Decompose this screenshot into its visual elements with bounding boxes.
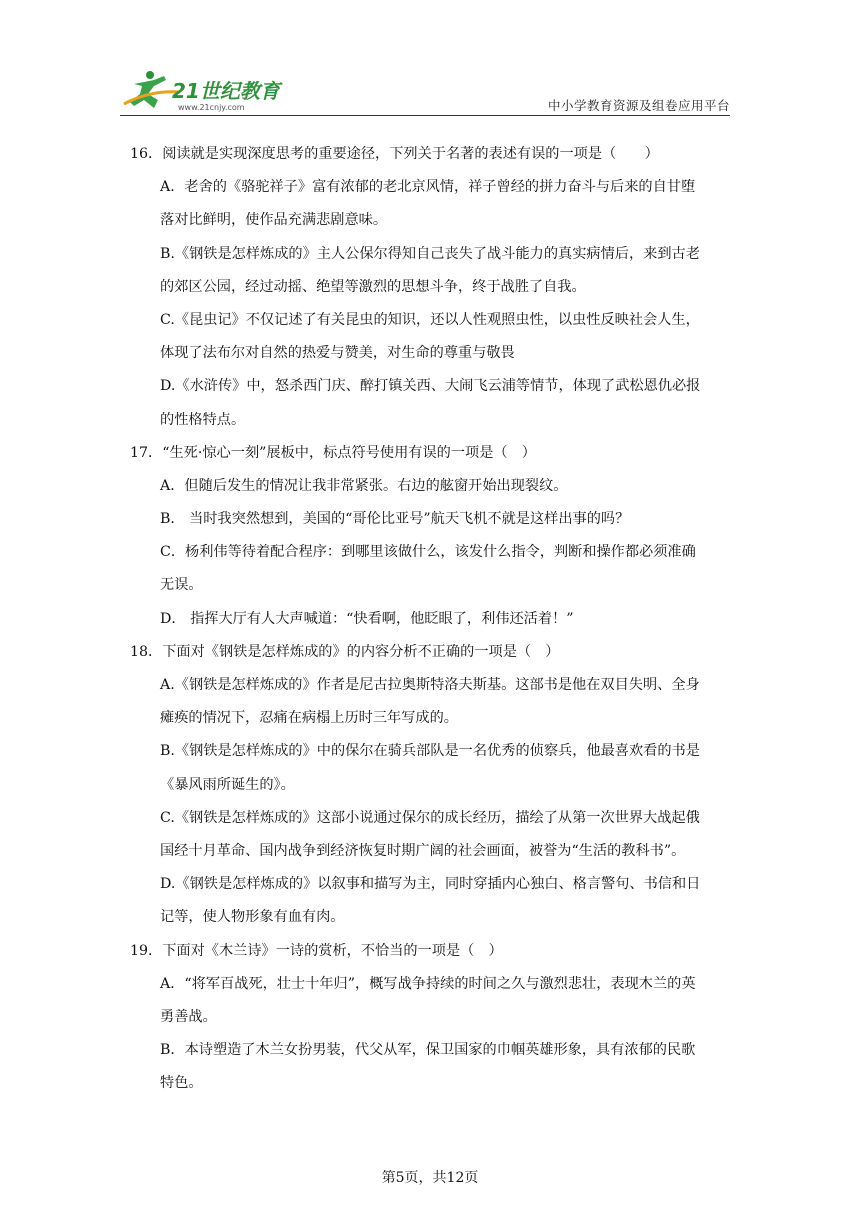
answer-option: A．老舍的《骆驼祥子》富有浓郁的老北京风情，祥子曾经的拼力奋斗与后来的自甘堕 (160, 179, 696, 196)
answer-option: D． 指挥大厅有人大声喊道：“快看啊，他眨眼了，利伟还活着！” (160, 610, 574, 627)
page-footer: 第5页，共12页 (381, 1170, 479, 1186)
21cnjy-logo (120, 70, 300, 114)
text-continuation: 的郊区公园，经过动摇、绝望等激烈的思想斗争，终于战胜了自我。 (160, 278, 586, 295)
header-divider (120, 115, 730, 116)
question-stem: 17．“生死·惊心一刻”展板中，标点符号使用有误的一项是（ ） (130, 444, 536, 461)
platform-title: 中小学教育资源及组卷应用平台 (547, 98, 730, 113)
text-continuation: 《暴风雨所诞生的》。 (160, 776, 295, 793)
text-continuation: 特色。 (160, 1075, 203, 1092)
text-continuation: 的性格特点。 (160, 411, 246, 428)
text-continuation: 体现了法布尔对自然的热爱与赞美，对生命的尊重与敬畏 (160, 345, 515, 362)
answer-option: A．但随后发生的情况让我非常紧张。右边的舷窗开始出现裂纹。 (160, 477, 568, 494)
answer-option: B． 当时我突然想到，美国的“哥伦比亚号”航天飞机不就是这样出事的吗？ (160, 511, 630, 528)
answer-option: D.《钢铁是怎样炼成的》以叙事和描写为主，同时穿插内心独白、格言警句、书信和日 (160, 876, 701, 893)
text-continuation: 记等，使人物形象有血有肉。 (160, 909, 345, 926)
text-continuation: 国经十月革命、国内战争到经济恢复时期广阔的社会画面，被誉为“生活的教科书”。 (160, 842, 686, 859)
answer-option: B.《钢铁是怎样炼成的》主人公保尔得知自己丧失了战斗能力的真实病情后，来到古老 (160, 245, 700, 262)
logo-title: 21世纪教育 (172, 79, 280, 103)
text-continuation: 无误。 (160, 577, 203, 594)
question-stem: 16．阅读就是实现深度思考的重要途径，下列关于名著的表述有误的一项是（ ） (130, 146, 659, 162)
answer-option: A．“将军百战死，壮士十年归”，概写战争持续的时间之久与激烈悲壮，表现木兰的英 (160, 975, 696, 992)
answer-option: B.《钢铁是怎样炼成的》中的保尔在骑兵部队是一名优秀的侦察兵，他最喜欢看的书是 (160, 743, 700, 760)
answer-option: C.《昆虫记》不仅记述了有关昆虫的知识，还以人性观照虫性，以虫性反映社会人生， (160, 311, 700, 328)
answer-option: D.《水浒传》中，怒杀西门庆、醉打镇关西、大闹飞云浦等情节，体现了武松恩仇必报 (160, 378, 701, 395)
question-stem: 19．下面对《木兰诗》一诗的赏析，不恰当的一项是（ ） (130, 942, 503, 959)
answer-option: C．杨利伟等待着配合程序：到哪里该做什么，该发什么指令，判断和操作都必须准确 (160, 544, 696, 561)
answer-option: A.《钢铁是怎样炼成的》作者是尼古拉奥斯特洛夫斯基。这部书是他在双目失明、全身 (160, 677, 700, 693)
answer-option: C.《钢铁是怎样炼成的》这部小说通过保尔的成长经历，描绘了从第一次世界大战起俄 (160, 809, 700, 826)
question-content (130, 138, 730, 1100)
text-continuation: 瘫痪的情况下，忍痛在病榻上历时三年写成的。 (160, 710, 458, 727)
text-continuation: 落对比鲜明，使作品充满悲剧意味。 (160, 212, 388, 229)
answer-option: B．本诗塑造了木兰女扮男装，代父从军，保卫国家的巾帼英雄形象，具有浓郁的民歌 (160, 1042, 696, 1059)
page-header (120, 60, 730, 116)
logo-url: www.21cnjy.com (178, 103, 245, 112)
question-stem: 18．下面对《钢铁是怎样炼成的》的内容分析不正确的一项是（ ） (130, 643, 560, 660)
text-continuation: 勇善战。 (160, 1008, 217, 1025)
